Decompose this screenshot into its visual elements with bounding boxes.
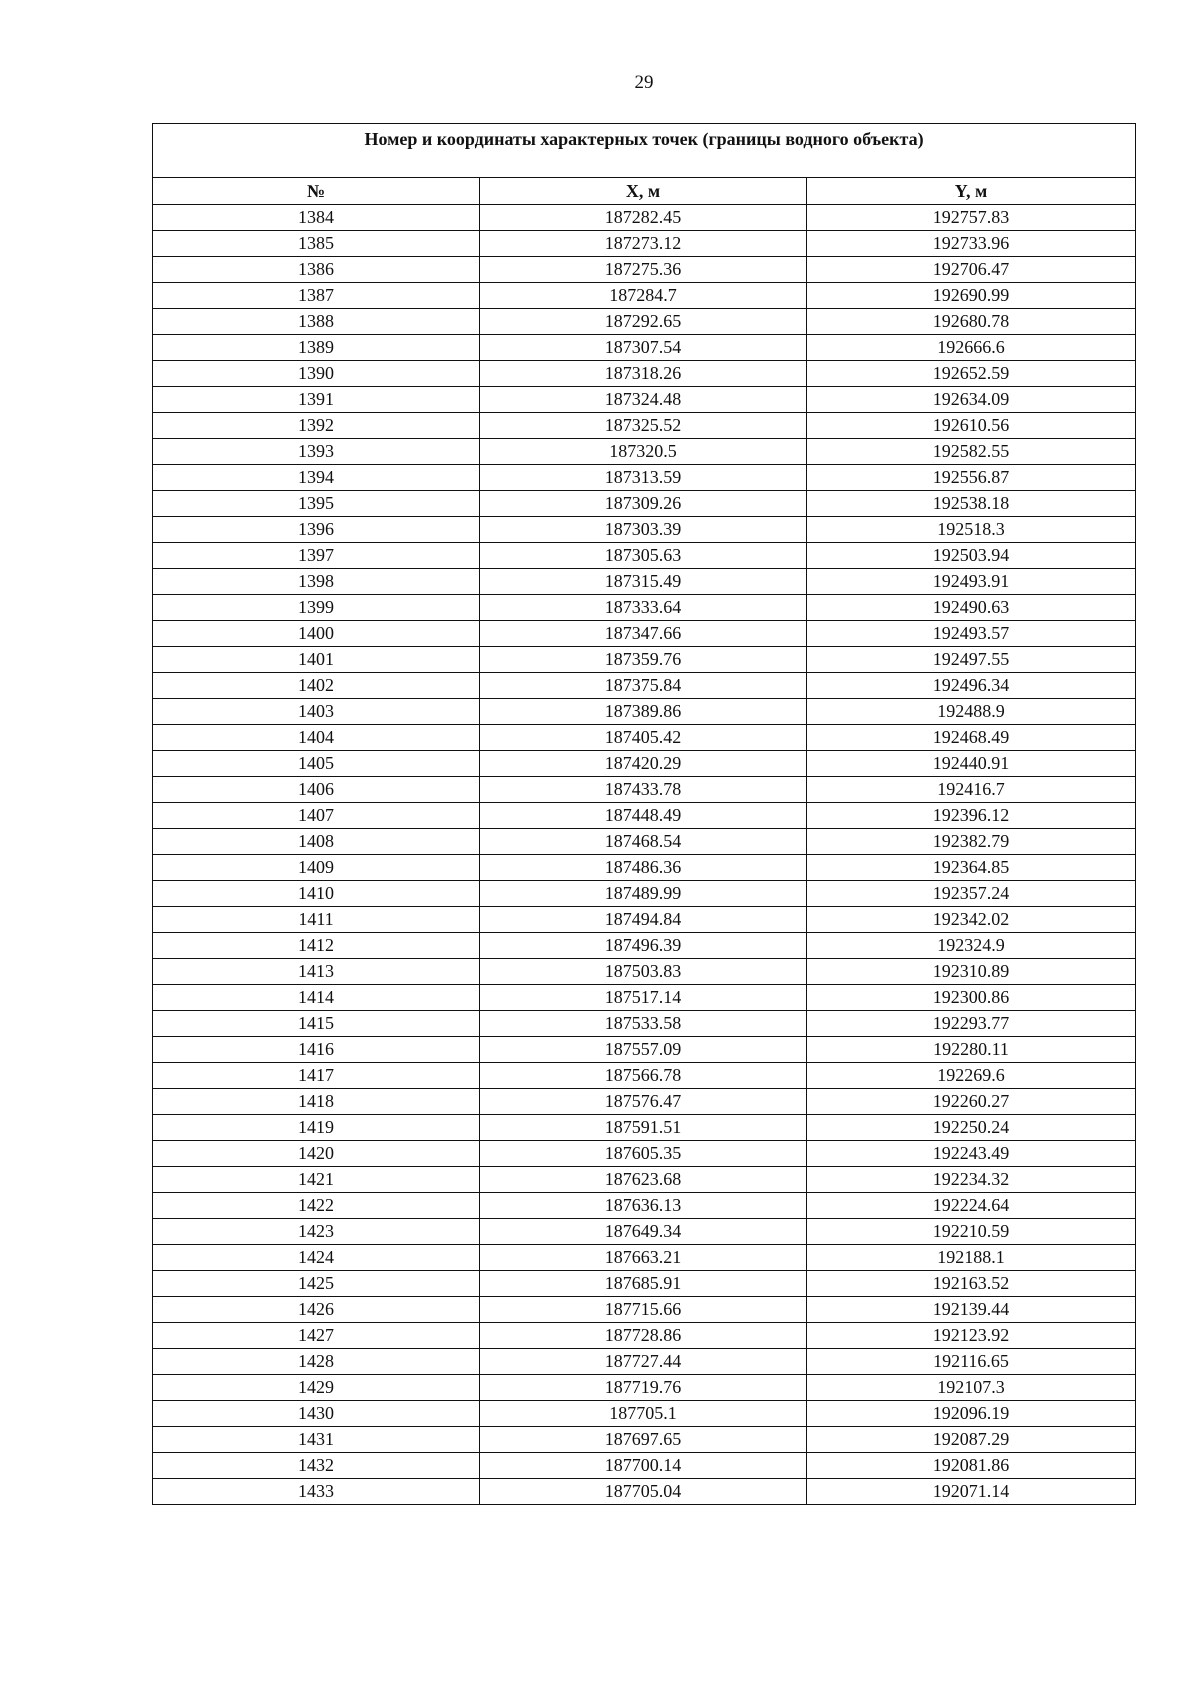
x-coordinate-cell: 187320.5 — [480, 439, 807, 465]
point-number-cell: 1432 — [153, 1453, 480, 1479]
y-coordinate-cell: 192493.57 — [807, 621, 1136, 647]
point-number-cell: 1424 — [153, 1245, 480, 1271]
table-row — [153, 335, 1136, 361]
table-row — [153, 491, 1136, 517]
table-row — [153, 1089, 1136, 1115]
point-number-cell: 1419 — [153, 1115, 480, 1141]
table-row — [153, 933, 1136, 959]
table-row — [153, 1219, 1136, 1245]
table-row — [153, 1011, 1136, 1037]
point-number-cell: 1388 — [153, 309, 480, 335]
point-number-cell: 1400 — [153, 621, 480, 647]
point-number-cell: 1420 — [153, 1141, 480, 1167]
x-coordinate-cell: 187591.51 — [480, 1115, 807, 1141]
y-coordinate-cell: 192364.85 — [807, 855, 1136, 881]
table-row — [153, 1141, 1136, 1167]
point-number-cell: 1409 — [153, 855, 480, 881]
point-number-cell: 1404 — [153, 725, 480, 751]
y-coordinate-cell: 192260.27 — [807, 1089, 1136, 1115]
table-row — [153, 361, 1136, 387]
y-coordinate-cell: 192210.59 — [807, 1219, 1136, 1245]
point-number-cell: 1431 — [153, 1427, 480, 1453]
x-coordinate-cell: 187468.54 — [480, 829, 807, 855]
y-coordinate-cell: 192342.02 — [807, 907, 1136, 933]
y-coordinate-cell: 192634.09 — [807, 387, 1136, 413]
x-coordinate-cell: 187719.76 — [480, 1375, 807, 1401]
y-coordinate-cell: 192497.55 — [807, 647, 1136, 673]
x-coordinate-cell: 187273.12 — [480, 231, 807, 257]
table-row — [153, 1427, 1136, 1453]
table-row — [153, 1271, 1136, 1297]
y-coordinate-cell: 192107.3 — [807, 1375, 1136, 1401]
y-coordinate-cell: 192556.87 — [807, 465, 1136, 491]
point-number-cell: 1416 — [153, 1037, 480, 1063]
y-coordinate-cell: 192243.49 — [807, 1141, 1136, 1167]
x-coordinate-cell: 187728.86 — [480, 1323, 807, 1349]
table-caption: Номер и координаты характерных точек (границы водного объекта) — [153, 124, 1136, 178]
table-row — [153, 1375, 1136, 1401]
coordinates-table — [152, 123, 1136, 1505]
x-coordinate-cell: 187303.39 — [480, 517, 807, 543]
x-coordinate-cell: 187533.58 — [480, 1011, 807, 1037]
table-row — [153, 1349, 1136, 1375]
table-row — [153, 1453, 1136, 1479]
point-number-cell: 1433 — [153, 1479, 480, 1505]
point-number-cell: 1428 — [153, 1349, 480, 1375]
point-number-cell: 1421 — [153, 1167, 480, 1193]
x-coordinate-cell: 187325.52 — [480, 413, 807, 439]
point-number-cell: 1390 — [153, 361, 480, 387]
x-coordinate-cell: 187494.84 — [480, 907, 807, 933]
point-number-cell: 1412 — [153, 933, 480, 959]
point-number-cell: 1393 — [153, 439, 480, 465]
x-coordinate-cell: 187305.63 — [480, 543, 807, 569]
point-number-cell: 1391 — [153, 387, 480, 413]
x-coordinate-cell: 187315.49 — [480, 569, 807, 595]
x-coordinate-cell: 187359.76 — [480, 647, 807, 673]
y-coordinate-cell: 192250.24 — [807, 1115, 1136, 1141]
table-row — [153, 413, 1136, 439]
table-row — [153, 205, 1136, 231]
point-number-cell: 1403 — [153, 699, 480, 725]
header-x: X, м — [480, 178, 807, 205]
y-coordinate-cell: 192706.47 — [807, 257, 1136, 283]
table-row — [153, 569, 1136, 595]
table-row — [153, 699, 1136, 725]
x-coordinate-cell: 187517.14 — [480, 985, 807, 1011]
table-row — [153, 1115, 1136, 1141]
point-number-cell: 1408 — [153, 829, 480, 855]
y-coordinate-cell: 192087.29 — [807, 1427, 1136, 1453]
table-row — [153, 855, 1136, 881]
x-coordinate-cell: 187697.65 — [480, 1427, 807, 1453]
x-coordinate-cell: 187375.84 — [480, 673, 807, 699]
point-number-cell: 1402 — [153, 673, 480, 699]
table-row — [153, 257, 1136, 283]
x-coordinate-cell: 187576.47 — [480, 1089, 807, 1115]
x-coordinate-cell: 187405.42 — [480, 725, 807, 751]
y-coordinate-cell: 192538.18 — [807, 491, 1136, 517]
x-coordinate-cell: 187389.86 — [480, 699, 807, 725]
table-row — [153, 1401, 1136, 1427]
x-coordinate-cell: 187605.35 — [480, 1141, 807, 1167]
y-coordinate-cell: 192310.89 — [807, 959, 1136, 985]
y-coordinate-cell: 192440.91 — [807, 751, 1136, 777]
y-coordinate-cell: 192081.86 — [807, 1453, 1136, 1479]
point-number-cell: 1423 — [153, 1219, 480, 1245]
point-number-cell: 1386 — [153, 257, 480, 283]
y-coordinate-cell: 192666.6 — [807, 335, 1136, 361]
x-coordinate-cell: 187557.09 — [480, 1037, 807, 1063]
x-coordinate-cell: 187318.26 — [480, 361, 807, 387]
point-number-cell: 1418 — [153, 1089, 480, 1115]
x-coordinate-cell: 187420.29 — [480, 751, 807, 777]
x-coordinate-cell: 187433.78 — [480, 777, 807, 803]
table-row — [153, 309, 1136, 335]
table-row — [153, 621, 1136, 647]
x-coordinate-cell: 187489.99 — [480, 881, 807, 907]
table-row — [153, 959, 1136, 985]
y-coordinate-cell: 192224.64 — [807, 1193, 1136, 1219]
y-coordinate-cell: 192269.6 — [807, 1063, 1136, 1089]
y-coordinate-cell: 192280.11 — [807, 1037, 1136, 1063]
x-coordinate-cell: 187705.04 — [480, 1479, 807, 1505]
point-number-cell: 1414 — [153, 985, 480, 1011]
y-coordinate-cell: 192163.52 — [807, 1271, 1136, 1297]
table-row — [153, 595, 1136, 621]
point-number-cell: 1429 — [153, 1375, 480, 1401]
y-coordinate-cell: 192396.12 — [807, 803, 1136, 829]
x-coordinate-cell: 187496.39 — [480, 933, 807, 959]
y-coordinate-cell: 192757.83 — [807, 205, 1136, 231]
point-number-cell: 1385 — [153, 231, 480, 257]
x-coordinate-cell: 187486.36 — [480, 855, 807, 881]
y-coordinate-cell: 192116.65 — [807, 1349, 1136, 1375]
x-coordinate-cell: 187566.78 — [480, 1063, 807, 1089]
table-row — [153, 907, 1136, 933]
point-number-cell: 1399 — [153, 595, 480, 621]
table-row — [153, 725, 1136, 751]
y-coordinate-cell: 192293.77 — [807, 1011, 1136, 1037]
y-coordinate-cell: 192357.24 — [807, 881, 1136, 907]
point-number-cell: 1430 — [153, 1401, 480, 1427]
table-row — [153, 1245, 1136, 1271]
table-row — [153, 517, 1136, 543]
x-coordinate-cell: 187333.64 — [480, 595, 807, 621]
y-coordinate-cell: 192518.3 — [807, 517, 1136, 543]
point-number-cell: 1396 — [153, 517, 480, 543]
point-number-cell: 1411 — [153, 907, 480, 933]
y-coordinate-cell: 192234.32 — [807, 1167, 1136, 1193]
x-coordinate-cell: 187685.91 — [480, 1271, 807, 1297]
x-coordinate-cell: 187727.44 — [480, 1349, 807, 1375]
point-number-cell: 1422 — [153, 1193, 480, 1219]
x-coordinate-cell: 187649.34 — [480, 1219, 807, 1245]
x-coordinate-cell: 187307.54 — [480, 335, 807, 361]
table-row — [153, 1063, 1136, 1089]
table-caption-row — [153, 124, 1136, 178]
y-coordinate-cell: 192493.91 — [807, 569, 1136, 595]
table-body — [153, 205, 1136, 1505]
point-number-cell: 1387 — [153, 283, 480, 309]
y-coordinate-cell: 192610.56 — [807, 413, 1136, 439]
x-coordinate-cell: 187313.59 — [480, 465, 807, 491]
y-coordinate-cell: 192071.14 — [807, 1479, 1136, 1505]
x-coordinate-cell: 187448.49 — [480, 803, 807, 829]
y-coordinate-cell: 192496.34 — [807, 673, 1136, 699]
table-row — [153, 1167, 1136, 1193]
table-header-row — [153, 178, 1136, 205]
y-coordinate-cell: 192139.44 — [807, 1297, 1136, 1323]
table-row — [153, 751, 1136, 777]
table-row — [153, 543, 1136, 569]
x-coordinate-cell: 187292.65 — [480, 309, 807, 335]
table-row — [153, 1037, 1136, 1063]
point-number-cell: 1417 — [153, 1063, 480, 1089]
header-y: Y, м — [807, 178, 1136, 205]
table-row — [153, 387, 1136, 413]
table-row — [153, 1479, 1136, 1505]
point-number-cell: 1395 — [153, 491, 480, 517]
y-coordinate-cell: 192490.63 — [807, 595, 1136, 621]
x-coordinate-cell: 187705.1 — [480, 1401, 807, 1427]
x-coordinate-cell: 187623.68 — [480, 1167, 807, 1193]
y-coordinate-cell: 192733.96 — [807, 231, 1136, 257]
point-number-cell: 1392 — [153, 413, 480, 439]
table-row — [153, 1193, 1136, 1219]
y-coordinate-cell: 192680.78 — [807, 309, 1136, 335]
point-number-cell: 1384 — [153, 205, 480, 231]
x-coordinate-cell: 187700.14 — [480, 1453, 807, 1479]
point-number-cell: 1401 — [153, 647, 480, 673]
point-number-cell: 1415 — [153, 1011, 480, 1037]
x-coordinate-cell: 187636.13 — [480, 1193, 807, 1219]
y-coordinate-cell: 192382.79 — [807, 829, 1136, 855]
table-row — [153, 803, 1136, 829]
point-number-cell: 1413 — [153, 959, 480, 985]
header-number: № — [153, 178, 480, 205]
table-row — [153, 1297, 1136, 1323]
y-coordinate-cell: 192300.86 — [807, 985, 1136, 1011]
y-coordinate-cell: 192488.9 — [807, 699, 1136, 725]
y-coordinate-cell: 192690.99 — [807, 283, 1136, 309]
table-row — [153, 439, 1136, 465]
table-row — [153, 777, 1136, 803]
y-coordinate-cell: 192503.94 — [807, 543, 1136, 569]
table-row — [153, 647, 1136, 673]
point-number-cell: 1397 — [153, 543, 480, 569]
point-number-cell: 1405 — [153, 751, 480, 777]
table-row — [153, 881, 1136, 907]
y-coordinate-cell: 192188.1 — [807, 1245, 1136, 1271]
page-number: 29 — [634, 72, 654, 93]
x-coordinate-cell: 187275.36 — [480, 257, 807, 283]
point-number-cell: 1394 — [153, 465, 480, 491]
table-row — [153, 231, 1136, 257]
x-coordinate-cell: 187324.48 — [480, 387, 807, 413]
table-row — [153, 985, 1136, 1011]
y-coordinate-cell: 192096.19 — [807, 1401, 1136, 1427]
table-row — [153, 465, 1136, 491]
x-coordinate-cell: 187663.21 — [480, 1245, 807, 1271]
point-number-cell: 1427 — [153, 1323, 480, 1349]
y-coordinate-cell: 192416.7 — [807, 777, 1136, 803]
y-coordinate-cell: 192468.49 — [807, 725, 1136, 751]
point-number-cell: 1425 — [153, 1271, 480, 1297]
x-coordinate-cell: 187347.66 — [480, 621, 807, 647]
point-number-cell: 1407 — [153, 803, 480, 829]
y-coordinate-cell: 192324.9 — [807, 933, 1136, 959]
table-row — [153, 1323, 1136, 1349]
y-coordinate-cell: 192582.55 — [807, 439, 1136, 465]
point-number-cell: 1389 — [153, 335, 480, 361]
x-coordinate-cell: 187503.83 — [480, 959, 807, 985]
y-coordinate-cell: 192652.59 — [807, 361, 1136, 387]
x-coordinate-cell: 187309.26 — [480, 491, 807, 517]
x-coordinate-cell: 187284.7 — [480, 283, 807, 309]
y-coordinate-cell: 192123.92 — [807, 1323, 1136, 1349]
point-number-cell: 1426 — [153, 1297, 480, 1323]
point-number-cell: 1410 — [153, 881, 480, 907]
point-number-cell: 1398 — [153, 569, 480, 595]
table-row — [153, 283, 1136, 309]
x-coordinate-cell: 187282.45 — [480, 205, 807, 231]
table-row — [153, 673, 1136, 699]
x-coordinate-cell: 187715.66 — [480, 1297, 807, 1323]
point-number-cell: 1406 — [153, 777, 480, 803]
table-row — [153, 829, 1136, 855]
